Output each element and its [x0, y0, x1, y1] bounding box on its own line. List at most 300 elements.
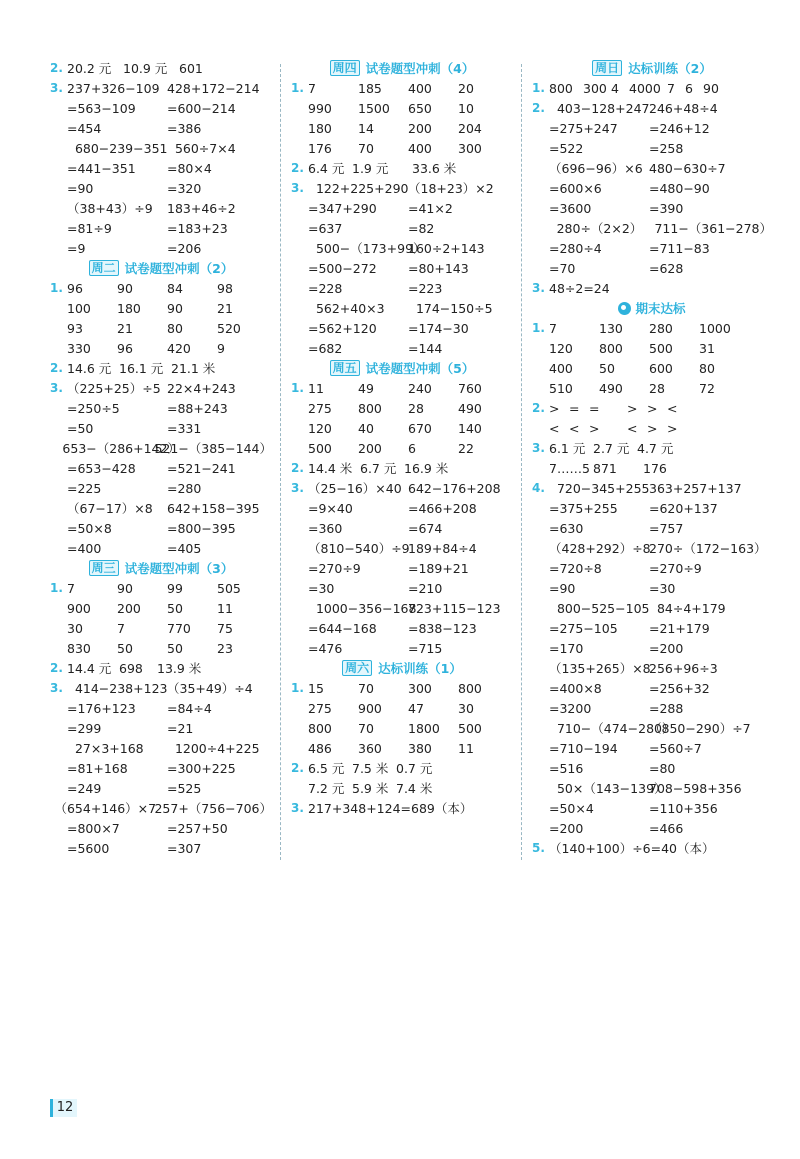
answer-cell: 96 [117, 340, 133, 356]
answer-cell: 1800 [408, 720, 440, 736]
answer-cell: 140 [458, 420, 482, 436]
answer-cell: =90 [549, 580, 576, 596]
answer-cell: =280÷4 [549, 240, 602, 256]
answer-row [532, 118, 772, 138]
answer-cell: 48÷2=24 [549, 280, 610, 296]
answer-row [291, 518, 513, 538]
answer-cell: 1500 [358, 100, 390, 116]
question-number: 3. [532, 441, 545, 455]
answer-cell: =522 [549, 140, 584, 156]
answer-row [50, 738, 272, 758]
answer-cell: =200 [649, 640, 684, 656]
answer-row [291, 158, 513, 178]
answer-cell: 22×4+243 [167, 380, 236, 396]
answer-cell: < [667, 400, 678, 416]
answer-cell: 122+225+290 [308, 180, 409, 196]
answer-cell: 490 [599, 380, 623, 396]
answer-cell: 96 [67, 280, 83, 296]
answer-cell: =320 [167, 180, 202, 196]
answer-cell: 176 [308, 140, 332, 156]
answer-cell: =441−351 [67, 160, 136, 176]
answer-cell: =300+225 [167, 760, 236, 776]
answer-cell: 990 [308, 100, 332, 116]
answer-cell: 90 [117, 280, 133, 296]
answer-cell: =628 [649, 260, 684, 276]
answer-cell: 871 [593, 460, 617, 476]
section-header [291, 58, 513, 78]
answer-cell: 7.2 元 [308, 781, 345, 796]
answer-row [291, 698, 513, 718]
answer-cell: 300 [408, 680, 432, 696]
answer-cell: 100 [67, 300, 91, 316]
answer-cell: 400 [408, 80, 432, 96]
answer-row [50, 398, 272, 418]
answer-cell: 760 [458, 380, 482, 396]
answer-cell: =249 [67, 780, 102, 796]
answer-cell: 14.4 元 [67, 661, 112, 676]
answer-cell: > [647, 400, 658, 416]
answer-cell: =280 [167, 480, 202, 496]
answer-cell: 21 [217, 300, 233, 316]
answer-row [291, 378, 513, 398]
answer-cell: =360 [308, 520, 343, 536]
section-title: 试卷题型冲刺（5） [365, 361, 475, 376]
answer-row [291, 298, 513, 318]
answer-row [50, 118, 272, 138]
section-title-group [618, 299, 685, 317]
question-number: 3. [291, 801, 304, 815]
answer-cell: （18+23）×2 [408, 181, 494, 196]
answer-cell: 6.1 元 [549, 441, 586, 456]
answer-cell: 500 [649, 340, 673, 356]
answer-cell: 33.6 米 [412, 161, 457, 176]
answer-cell: 183+46÷2 [167, 200, 236, 216]
answer-cell: =454 [67, 120, 102, 136]
answer-cell: =480−90 [649, 180, 710, 196]
answer-cell: 9 [217, 340, 225, 356]
answer-cell: 7.4 米 [396, 781, 433, 796]
answer-cell: =90 [67, 180, 94, 196]
answer-cell: =70 [549, 260, 576, 276]
answer-row [532, 778, 772, 798]
answer-cell: 11 [217, 600, 233, 616]
answer-row [50, 78, 272, 98]
answer-cell: 50 [167, 640, 183, 656]
question-number: 1. [50, 281, 63, 295]
answer-cell: 330 [67, 340, 91, 356]
answer-cell: 900 [358, 700, 382, 716]
answer-row [50, 678, 272, 698]
section-title-group [89, 559, 234, 577]
answer-cell: 28 [408, 400, 424, 416]
answer-cell: 130 [599, 320, 623, 336]
answer-row [50, 238, 272, 258]
answer-cell: 15 [308, 680, 324, 696]
section-header [50, 558, 272, 578]
answer-cell: 800 [458, 680, 482, 696]
answer-row [50, 798, 272, 818]
section-header [532, 58, 772, 78]
answer-row [50, 318, 272, 338]
answer-cell: 189+84÷4 [408, 540, 477, 556]
answer-cell: 6.5 元 [308, 761, 345, 776]
answer-row [291, 118, 513, 138]
section-title: 试卷题型冲刺（4） [365, 61, 475, 76]
answer-cell: 80 [167, 320, 183, 336]
answer-row [291, 778, 513, 798]
answer-cell: 510 [549, 380, 573, 396]
answer-row [532, 458, 772, 478]
answer-cell: =375+255 [549, 500, 618, 516]
answer-cell: 7.5 米 [352, 761, 389, 776]
answer-cell: =644−168 [308, 620, 377, 636]
question-number: 3. [50, 381, 63, 395]
answer-cell: 120 [308, 420, 332, 436]
answer-cell: 49 [358, 380, 374, 396]
question-number: 3. [291, 181, 304, 195]
answer-cell: =9 [67, 240, 86, 256]
answer-cell: 4.7 元 [637, 441, 674, 456]
answer-cell: =223 [408, 280, 443, 296]
answer-row [50, 218, 272, 238]
answer-cell: 670 [408, 420, 432, 436]
answer-cell: =400 [67, 540, 102, 556]
answer-cell: 50 [599, 360, 615, 376]
answer-row [532, 338, 772, 358]
answer-row [532, 718, 772, 738]
answer-cell: 120 [549, 340, 573, 356]
answer-cell: 560÷7×4 [167, 140, 236, 156]
answer-row [532, 278, 772, 298]
answer-row [532, 158, 772, 178]
answer-row [50, 438, 272, 458]
section-day-tag: 周日 [592, 60, 622, 76]
answer-row [50, 618, 272, 638]
answer-row [532, 818, 772, 838]
answer-cell: 16.9 米 [404, 461, 449, 476]
answer-cell: =275−105 [549, 620, 618, 636]
answer-row [50, 598, 272, 618]
question-number: 2. [532, 401, 545, 415]
answer-cell: =288 [649, 700, 684, 716]
answer-cell: 30 [458, 700, 474, 716]
answer-row [50, 638, 272, 658]
answer-cell: 80 [699, 360, 715, 376]
answer-cell: 711−（361−278） [646, 221, 772, 236]
question-number: 2. [291, 461, 304, 475]
answer-row [50, 138, 272, 158]
answer-cell: =225 [67, 480, 102, 496]
answer-cell: 40 [358, 420, 374, 436]
question-number: 2. [532, 101, 545, 115]
answer-cell: 6 [408, 440, 416, 456]
answer-cell: < [549, 420, 560, 436]
answer-cell: 22 [458, 440, 474, 456]
answer-row [532, 138, 772, 158]
answer-row [50, 658, 272, 678]
answer-cell: （38+43）÷9 [67, 201, 153, 216]
answer-cell: =525 [167, 780, 202, 796]
answer-cell: > [549, 400, 560, 416]
question-number: 2. [291, 761, 304, 775]
answer-cell: 363+257+137 [649, 480, 742, 496]
answer-cell: 2.7 元 [593, 441, 630, 456]
answer-cell: =400×8 [549, 680, 602, 696]
answer-row [532, 258, 772, 278]
answer-cell: 240 [408, 380, 432, 396]
answer-row [50, 458, 272, 478]
section-title: 试卷题型冲刺（2） [124, 261, 234, 276]
answer-cell: 0.7 元 [396, 761, 433, 776]
section-day-tag: 周六 [342, 660, 372, 676]
answer-cell: 75 [217, 620, 233, 636]
answer-cell: =347+290 [308, 200, 377, 216]
answer-cell: 47 [408, 700, 424, 716]
answer-row [291, 598, 513, 618]
answer-row [532, 418, 772, 438]
answer-cell: =466 [649, 820, 684, 836]
answer-row [532, 498, 772, 518]
answer-cell: 400 [549, 360, 573, 376]
answer-cell: =720÷8 [549, 560, 602, 576]
answer-cell: 7 [549, 320, 557, 336]
answer-cell: 723+115−123 [408, 600, 501, 616]
answer-cell: 185 [358, 80, 382, 96]
answer-cell: =80×4 [167, 160, 212, 176]
answer-row [532, 578, 772, 598]
answer-cell: =30 [308, 580, 335, 596]
answer-cell: 217+348+124=689（本） [308, 801, 473, 816]
answer-column-1 [50, 58, 272, 858]
answer-cell: 800 [308, 720, 332, 736]
page-number: 12 [50, 1099, 77, 1117]
answer-cell: =21 [167, 720, 194, 736]
answer-cell: 6 [685, 80, 693, 96]
answer-row [50, 298, 272, 318]
answer-cell: 70 [358, 720, 374, 736]
answer-cell: 1000−356−168 [308, 600, 417, 616]
answer-cell: 505 [217, 580, 241, 596]
answer-cell: > [667, 420, 678, 436]
answer-cell: 16.1 元 [119, 361, 164, 376]
answer-cell: 50×（143−139） [549, 781, 667, 796]
answer-cell: 428+172−214 [167, 80, 260, 96]
answer-row [532, 378, 772, 398]
answer-cell: 20.2 元 [67, 61, 112, 76]
answer-cell: 770 [167, 620, 191, 636]
answer-row [532, 558, 772, 578]
answer-row [291, 618, 513, 638]
answer-row [532, 618, 772, 638]
answer-cell: =21+179 [649, 620, 710, 636]
answer-row [50, 198, 272, 218]
answer-cell: =466+208 [408, 500, 477, 516]
answer-row [50, 178, 272, 198]
answer-cell: 257+（756−706） [154, 801, 272, 816]
answer-cell: 1000 [699, 320, 731, 336]
answer-cell: 698 [119, 660, 143, 676]
answer-cell: 20 [458, 80, 474, 96]
answer-cell: 1.9 元 [352, 161, 389, 176]
question-number: 3. [291, 481, 304, 495]
section-title-group [592, 59, 712, 77]
answer-cell: 680−239−351 [67, 140, 168, 156]
answer-row [291, 98, 513, 118]
answer-cell: =563−109 [67, 100, 136, 116]
answer-cell: =80 [649, 760, 676, 776]
answer-cell: 800−525−105 [549, 600, 650, 616]
section-header [291, 358, 513, 378]
answer-cell: 653−（286+142） [54, 441, 180, 456]
answer-row [532, 838, 772, 858]
answer-row [291, 238, 513, 258]
answer-row [532, 98, 772, 118]
answer-row [291, 318, 513, 338]
answer-cell: =258 [649, 140, 684, 156]
answer-row [291, 458, 513, 478]
answer-cell: （810−540）÷9 [308, 541, 410, 556]
question-number: 1. [532, 81, 545, 95]
question-number: 3. [532, 281, 545, 295]
answer-cell: 600 [649, 360, 673, 376]
answer-cell: 270÷（172−163） [649, 541, 767, 556]
answer-cell: =81+168 [67, 760, 128, 776]
answer-cell: =270÷9 [308, 560, 361, 576]
answer-cell: =560÷7 [649, 740, 702, 756]
medal-icon [618, 302, 631, 315]
answer-row [50, 838, 272, 858]
answer-row [50, 418, 272, 438]
answer-cell: 84÷4+179 [649, 600, 726, 616]
answer-cell: 200 [358, 440, 382, 456]
answer-cell: 830 [67, 640, 91, 656]
answer-row [291, 418, 513, 438]
answer-cell: 601 [179, 60, 203, 76]
answer-row [532, 598, 772, 618]
question-number: 1. [532, 321, 545, 335]
answer-cell: =41×2 [408, 200, 453, 216]
answer-row [291, 538, 513, 558]
answer-cell: （67−17）×8 [67, 501, 153, 516]
answer-row [291, 718, 513, 738]
answer-cell: 72 [699, 380, 715, 396]
answer-row [50, 818, 272, 838]
answer-cell: 642−176+208 [408, 480, 501, 496]
answer-cell: =256+32 [649, 680, 710, 696]
answer-cell: 4000 [629, 80, 661, 96]
answer-cell: （654+146）×7 [54, 801, 157, 816]
answer-row [532, 798, 772, 818]
question-number: 4. [532, 481, 545, 495]
answer-cell: =476 [308, 640, 343, 656]
answer-row [291, 218, 513, 238]
answer-row [532, 638, 772, 658]
answer-cell: 1200÷4+225 [167, 740, 260, 756]
answer-cell: =600−214 [167, 100, 236, 116]
answer-cell: =206 [167, 240, 202, 256]
answer-row [532, 538, 772, 558]
answer-cell: =84÷4 [167, 700, 212, 716]
answer-cell: =600×6 [549, 180, 602, 196]
answer-cell: （850−290）÷7 [649, 721, 751, 736]
answer-cell: =386 [167, 120, 202, 136]
answer-cell: =176+123 [67, 700, 136, 716]
answer-row [291, 338, 513, 358]
answer-row [291, 498, 513, 518]
answer-cell: =110+356 [649, 800, 718, 816]
answer-cell: =674 [408, 520, 443, 536]
answer-row [50, 498, 272, 518]
answer-cell: 403−128+247 [549, 100, 650, 116]
answer-cell: 280÷（2×2） [548, 221, 643, 236]
question-number: 1. [291, 681, 304, 695]
section-title: 达标训练（1） [378, 661, 462, 676]
question-number: 2. [50, 61, 63, 75]
answer-row [291, 738, 513, 758]
answer-row [532, 178, 772, 198]
answer-cell: =620+137 [649, 500, 718, 516]
answer-cell: =299 [67, 720, 102, 736]
answer-cell: 360 [358, 740, 382, 756]
answer-row [291, 798, 513, 818]
answer-cell: =331 [167, 420, 202, 436]
section-header [50, 258, 272, 278]
answer-cell: =82 [408, 220, 435, 236]
answer-cell: 23 [217, 640, 233, 656]
answer-cell: 6.7 元 [360, 461, 397, 476]
question-number: 1. [50, 581, 63, 595]
answer-row [291, 438, 513, 458]
answer-row [532, 438, 772, 458]
answer-cell: 710−（474−280） [549, 721, 675, 736]
answer-cell: < [627, 420, 638, 436]
answer-row [532, 198, 772, 218]
answer-cell: 180 [308, 120, 332, 136]
answer-row [50, 98, 272, 118]
answer-cell: > [627, 400, 638, 416]
answer-cell: 200 [408, 120, 432, 136]
answer-row [50, 338, 272, 358]
answer-cell: 30 [67, 620, 83, 636]
answer-cell: 176 [643, 460, 667, 476]
section-title-group [330, 359, 475, 377]
answer-cell: 90 [117, 580, 133, 596]
section-title: 达标训练（2） [628, 61, 712, 76]
answer-cell: =50×4 [549, 800, 594, 816]
answer-cell: =516 [549, 760, 584, 776]
answer-cell: 280 [649, 320, 673, 336]
answer-cell: 486 [308, 740, 332, 756]
answer-cell: =711−83 [649, 240, 710, 256]
question-number: 2. [50, 361, 63, 375]
answer-column-2 [291, 58, 513, 818]
answer-cell: 200 [117, 600, 141, 616]
answer-cell: =3600 [549, 200, 592, 216]
answer-cell: 174−150÷5 [408, 300, 493, 316]
answer-row [532, 358, 772, 378]
answer-cell: 4 [611, 80, 619, 96]
answer-cell: （35+49）÷4 [167, 681, 253, 696]
answer-cell: 90 [167, 300, 183, 316]
answer-cell: =144 [408, 340, 443, 356]
answer-cell: =682 [308, 340, 343, 356]
answer-row [291, 758, 513, 778]
answer-row [532, 758, 772, 778]
answer-cell: （135+265）×8 [549, 661, 651, 676]
answer-row [291, 138, 513, 158]
answer-cell: 900 [67, 600, 91, 616]
answer-row [50, 538, 272, 558]
